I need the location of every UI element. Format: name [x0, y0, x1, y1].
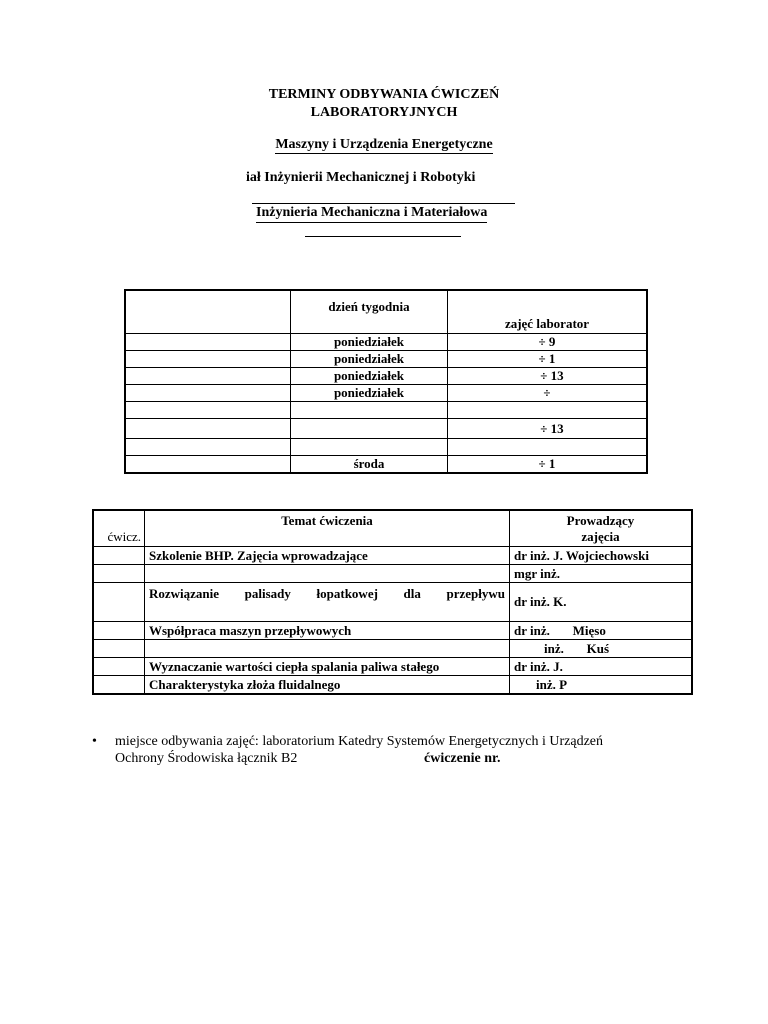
title-line-2: LABORATORYJNYCH [310, 105, 458, 120]
table-cell [125, 385, 291, 402]
table-row [125, 402, 647, 419]
table-cell [93, 676, 145, 695]
document-title [0, 86, 768, 122]
schedule-table [124, 289, 648, 474]
exercise-number-label: ćwiczenie nr. [424, 751, 501, 766]
subject-heading [0, 137, 768, 153]
topics-table [92, 509, 693, 695]
table-cell [93, 583, 145, 622]
table-cell: Szkolenie BHP. Zajęcia wprowadzające [145, 547, 510, 565]
table-cell: dr inż. J. Wojciechowski [510, 547, 693, 565]
table-cell: ÷ 1 [448, 351, 648, 368]
table-cell [93, 640, 145, 658]
table-cell: ÷ 13 [448, 368, 648, 385]
faculty-name: iał Inżynierii Mechanicznej i Robotyki [246, 170, 476, 185]
table-cell [291, 419, 448, 439]
table-cell [125, 351, 291, 368]
topics-header-topic: Temat ćwiczenia [145, 510, 510, 547]
lecturer-header-line1: Prowadzący [566, 513, 635, 528]
table-row [125, 385, 647, 402]
schedule-header-cell [125, 290, 291, 334]
table-row [93, 583, 692, 622]
table-row [125, 419, 647, 439]
table-cell: inż. P [510, 676, 693, 695]
table-cell [125, 402, 291, 419]
table-row [93, 676, 692, 695]
divider-line [252, 203, 515, 204]
divider-line [305, 236, 461, 237]
table-cell [145, 640, 510, 658]
table-row [125, 456, 647, 474]
table-row [125, 439, 647, 456]
table-cell: ÷ [448, 385, 648, 402]
table-cell: środa [291, 456, 448, 474]
table-cell [93, 658, 145, 676]
table-cell [448, 439, 648, 456]
table-cell [125, 368, 291, 385]
table-cell [93, 565, 145, 583]
title-line-1: TERMINY ODBYWANIA ĆWICZEŃ [268, 87, 500, 102]
table-cell [93, 547, 145, 565]
table-cell: dr inż. K. [510, 583, 693, 622]
bullet-icon: • [92, 734, 97, 749]
table-cell: poniedziałek [291, 368, 448, 385]
table-cell [125, 456, 291, 474]
table-cell: mgr inż. [510, 565, 693, 583]
table-cell [125, 419, 291, 439]
subject-name: Maszyny i Urządzenia Energetyczne [275, 137, 493, 152]
topics-header-lecturer [510, 510, 693, 547]
topics-header-nr: ćwicz. [93, 510, 145, 547]
lecturer-header-line2: zajęcia [581, 529, 620, 544]
table-cell [93, 622, 145, 640]
table-cell: dr inż. J. [510, 658, 693, 676]
table-cell: Współpraca maszyn przepływowych [145, 622, 510, 640]
table-cell [448, 402, 648, 419]
table-cell: inż. Kuś [510, 640, 693, 658]
table-cell: Charakterystyka złoża fluidalnego [145, 676, 510, 695]
topics-header-row [93, 510, 692, 547]
table-cell: poniedziałek [291, 351, 448, 368]
table-cell [145, 565, 510, 583]
study-direction: Inżynieria Mechaniczna i Materiałowa [256, 205, 487, 223]
table-cell: ÷ 1 [448, 456, 648, 474]
table-row [125, 334, 647, 351]
schedule-header-time: zajęć laborator [448, 290, 648, 334]
table-cell: Wyznaczanie wartości ciepła spalania paliwa stałego [145, 658, 510, 676]
table-row [125, 368, 647, 385]
table-cell [291, 402, 448, 419]
note-line-2: Ochrony Środowiska łącznik B2 [115, 751, 298, 766]
table-cell: ÷ 9 [448, 334, 648, 351]
table-cell: poniedziałek [291, 385, 448, 402]
table-row [93, 622, 692, 640]
table-cell: poniedziałek [291, 334, 448, 351]
table-cell [125, 334, 291, 351]
note-line-1: miejsce odbywania zajęć: laboratorium Katedry Systemów Energetycznych i Urządzeń [115, 734, 603, 749]
table-row [93, 547, 692, 565]
schedule-header-row [125, 290, 647, 334]
schedule-header-day: dzień tygodnia [291, 290, 448, 334]
table-cell: ÷ 13 [448, 419, 648, 439]
table-row [125, 351, 647, 368]
table-row [93, 565, 692, 583]
table-cell [291, 439, 448, 456]
table-cell [125, 439, 291, 456]
table-cell: dr inż. Mięso [510, 622, 693, 640]
table-row [93, 640, 692, 658]
table-row [93, 658, 692, 676]
table-cell: Rozwiązanie palisady łopatkowej dla przepływu [145, 583, 510, 622]
